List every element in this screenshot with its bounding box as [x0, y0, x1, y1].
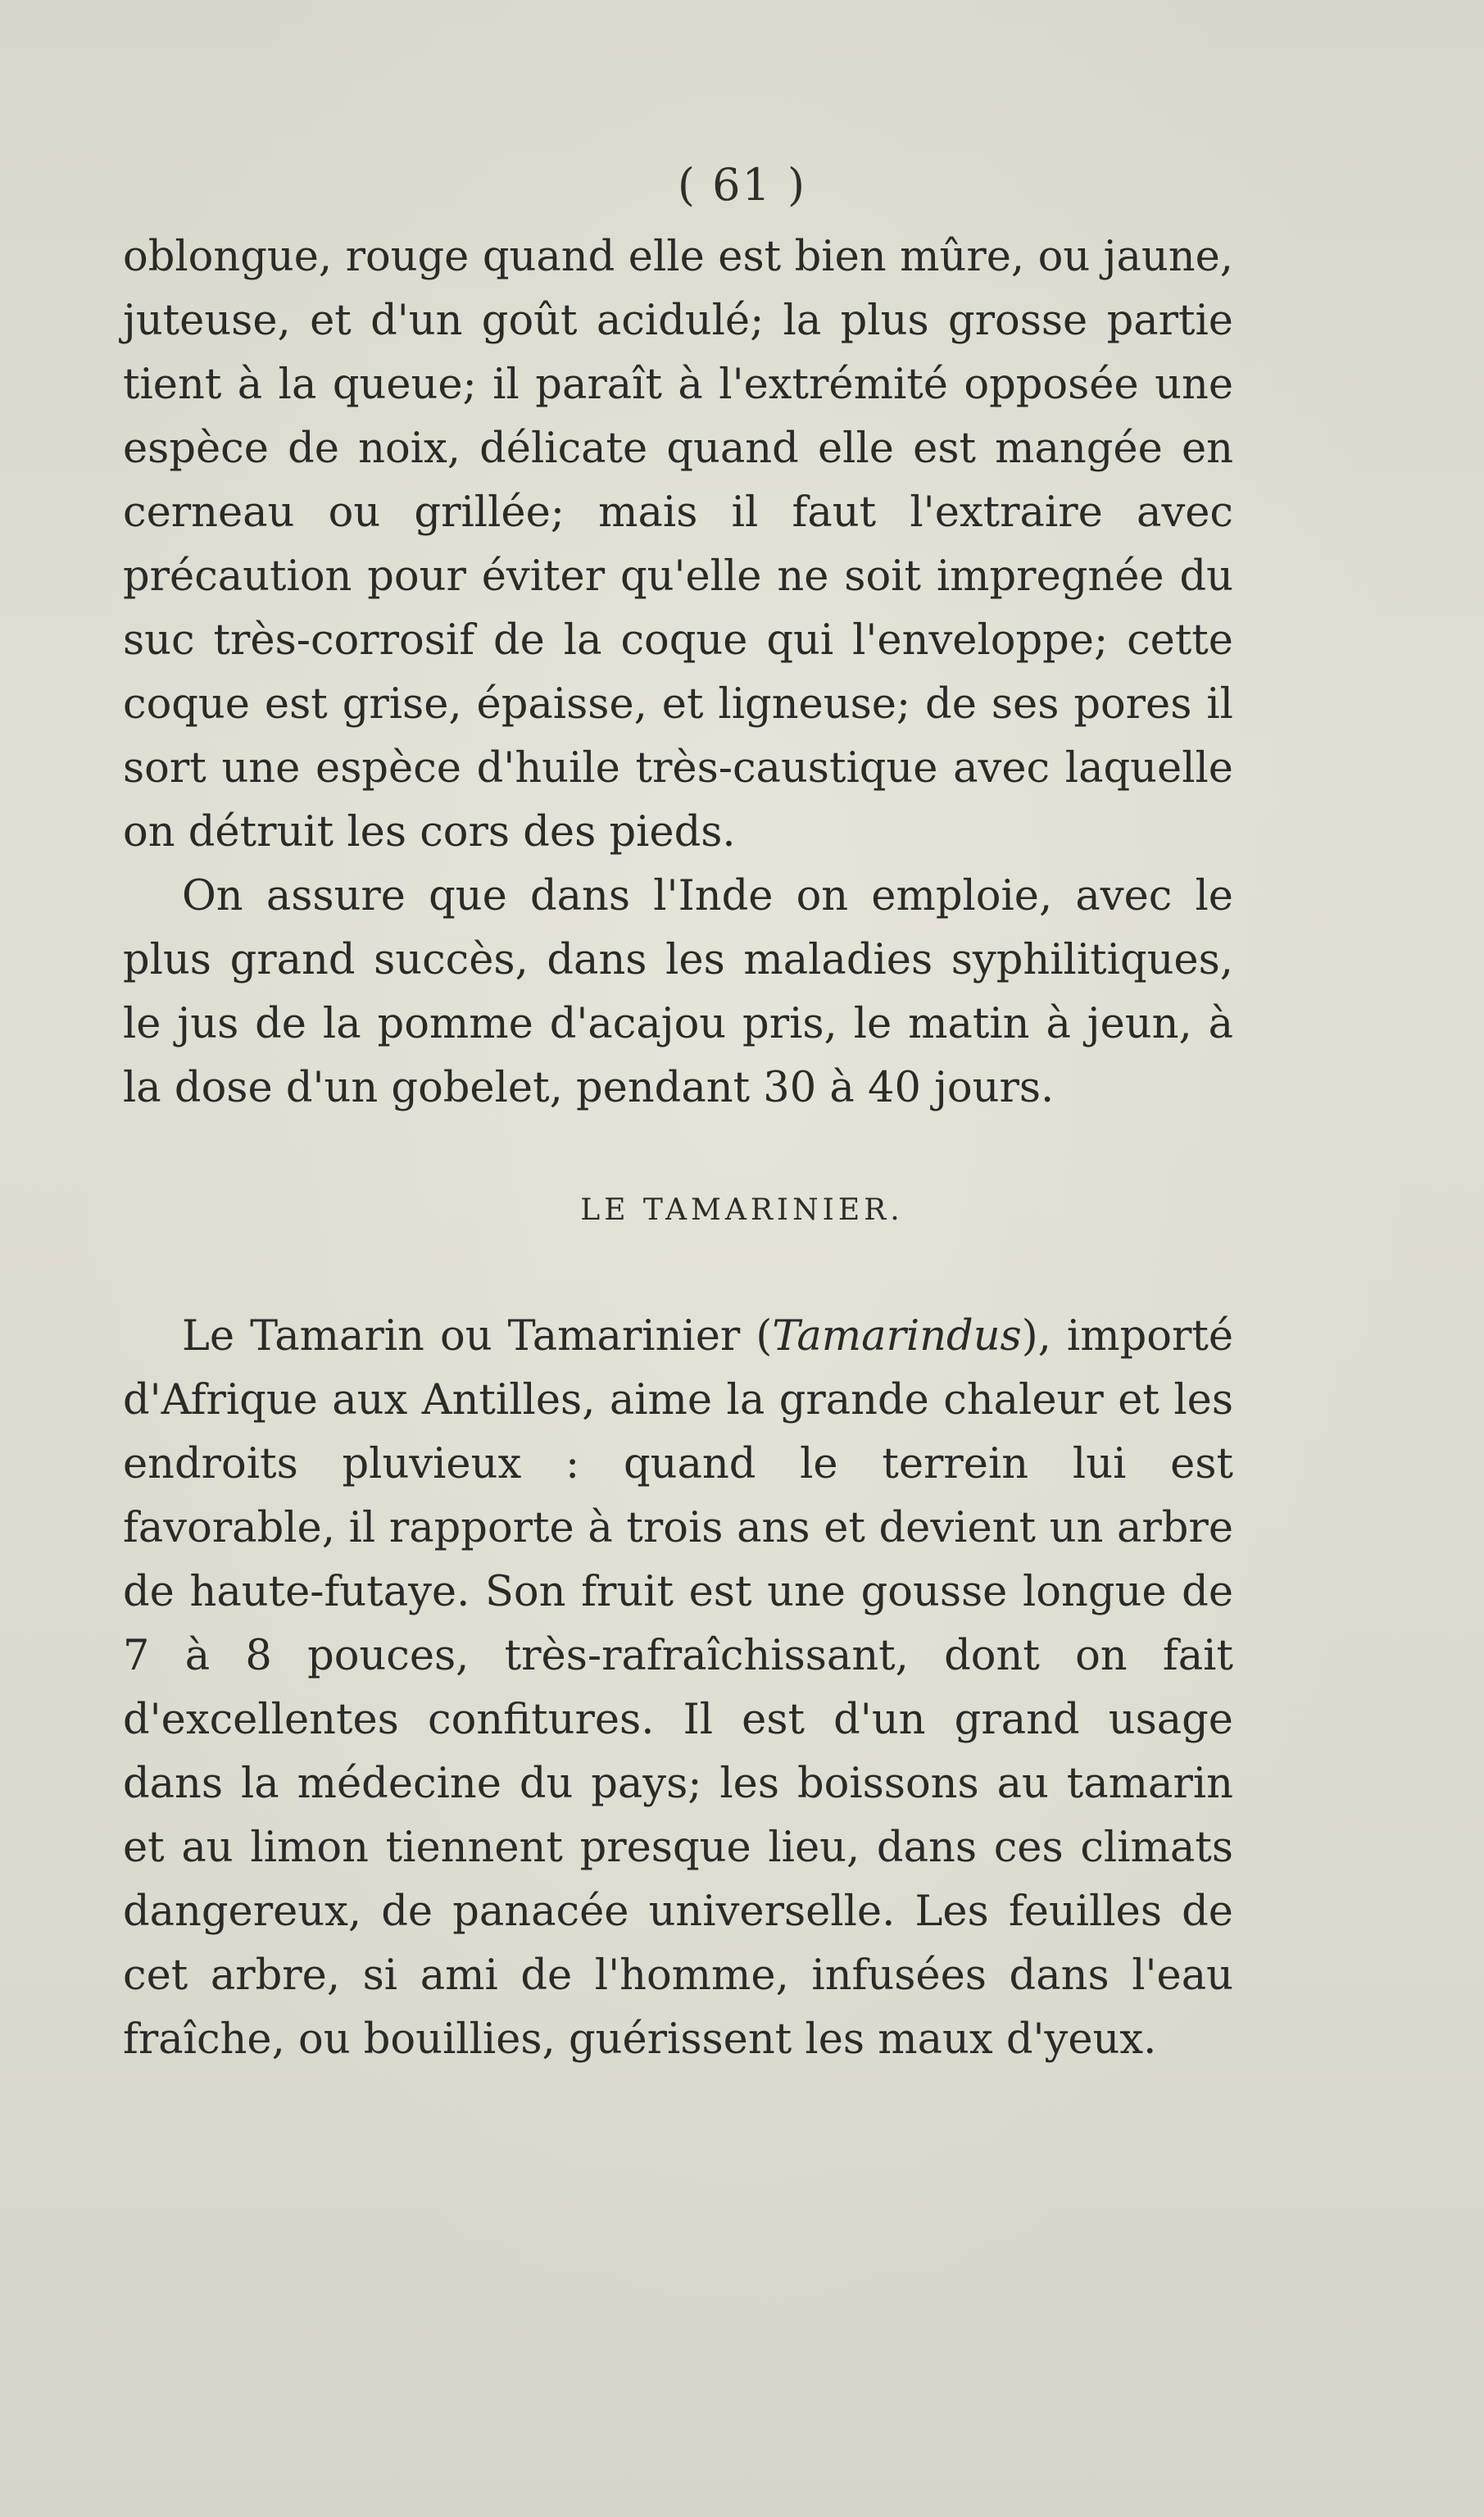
section-heading: LE TAMARINIER. — [580, 1193, 904, 1227]
paragraph-tamarinier-rest: ), importé d'Afrique aux Antilles, aime la grande chaleur et les endroits pluvieux : quand le terrein lui est favorable, il rapporte à trois ans et devient un arbre de haute-futaye. Son fruit est une gousse longue de 7 à 8 pouces, très-rafraîchissant, dont on fait d'excellentes confitures. Il est d'un grand usage dans la médecine du pays; les boissons au tamarin et au limon tiennent presque lieu, dans ces climats dangereux, de panacée universelle. Les feuilles de cet arbre, si ami de l'homme, infusées dans l'eau fraîche, ou bouillies, guérissent les maux d'yeux. — [123, 1312, 1233, 2064]
page-number: ( 61 ) — [677, 159, 807, 211]
paragraph-acajou-remedy: On assure que dans l'Inde on emploie, avec le plus grand succès, dans les maladies syphilitiques, le jus de la pomme d'acajou pris, le matin à jeun, à la dose d'un gobelet, pendant 30 à 40 jours. — [123, 872, 1233, 1112]
latin-name: Tamarindus — [772, 1312, 1022, 1361]
paragraph-tamarinier-start: Le Tamarin ou Tamarinier ( — [182, 1312, 773, 1361]
body-text-tamarinier — [123, 1305, 1233, 2072]
body-text-top — [123, 225, 1233, 1120]
paragraph-continuation: oblongue, rouge quand elle est bien mûre, ou jaune, juteuse, et d'un goût acidulé; la plus grosse partie tient à la queue; il paraît à l'extrémité opposée une espèce de noix, délicate quand elle est mangée en cerneau ou grillée; mais il faut l'extraire avec précaution pour éviter qu'elle ne soit impregnée du suc très-corrosif de la coque qui l'enveloppe; cette coque est grise, épaisse, et ligneuse; de ses pores il sort une espèce d'huile très-caustique avec laquelle on détruit les cors des pieds. — [123, 233, 1233, 856]
paragraph-tamarinier — [123, 1305, 1233, 2072]
